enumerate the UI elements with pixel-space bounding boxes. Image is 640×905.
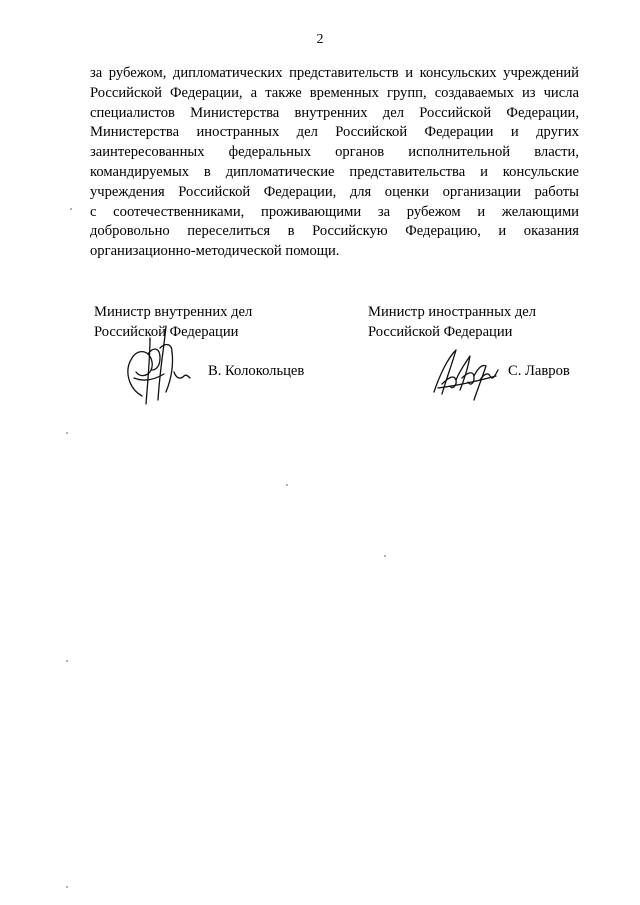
body-line: с соотечественниками, проживающими за рубежом и желающими bbox=[90, 203, 579, 220]
scan-speck bbox=[66, 660, 68, 662]
body-line: специалистов Министерства внутренних дел Российской Федерации, bbox=[90, 104, 579, 121]
signatory-right-name: С. Лавров bbox=[508, 363, 570, 379]
scan-speck bbox=[66, 432, 68, 434]
scan-speck bbox=[384, 555, 386, 557]
handwritten-signature-left bbox=[120, 318, 200, 408]
signatory-left-title-line1: Министр внутренних дел bbox=[94, 304, 253, 320]
scan-speck bbox=[66, 886, 68, 888]
body-line: командируемых в дипломатические представительства и консульские bbox=[90, 163, 579, 180]
body-paragraph bbox=[90, 64, 579, 262]
body-line: за рубежом, дипломатических представительств и консульских учреждений bbox=[90, 65, 579, 81]
body-line: Министерства иностранных дел Российской Федерации и других bbox=[90, 124, 579, 141]
scan-speck bbox=[70, 208, 72, 210]
signatory-right-title-line2: Российской Федерации bbox=[368, 324, 513, 340]
body-line: заинтересованных федеральных органов исполнительной власти, bbox=[90, 144, 579, 161]
signatory-right-title-line1: Министр иностранных дел bbox=[368, 304, 537, 320]
handwritten-signature-right bbox=[430, 344, 508, 402]
scan-speck bbox=[286, 484, 288, 486]
body-line: организационно-методической помощи. bbox=[90, 243, 340, 260]
body-line: добровольно переселиться в Российскую Федерацию, и оказания bbox=[90, 223, 579, 240]
signatory-left-title-line2: Российской Федерации bbox=[94, 324, 239, 340]
page-number: 2 bbox=[316, 32, 324, 47]
signatory-left-name: В. Колокольцев bbox=[208, 363, 305, 379]
signatory-right-title bbox=[368, 302, 536, 342]
body-line: Российской Федерации, а также временных групп, создаваемых из числа bbox=[90, 84, 579, 101]
body-line: учреждения Российской Федерации, для оценки организации работы bbox=[90, 183, 579, 200]
